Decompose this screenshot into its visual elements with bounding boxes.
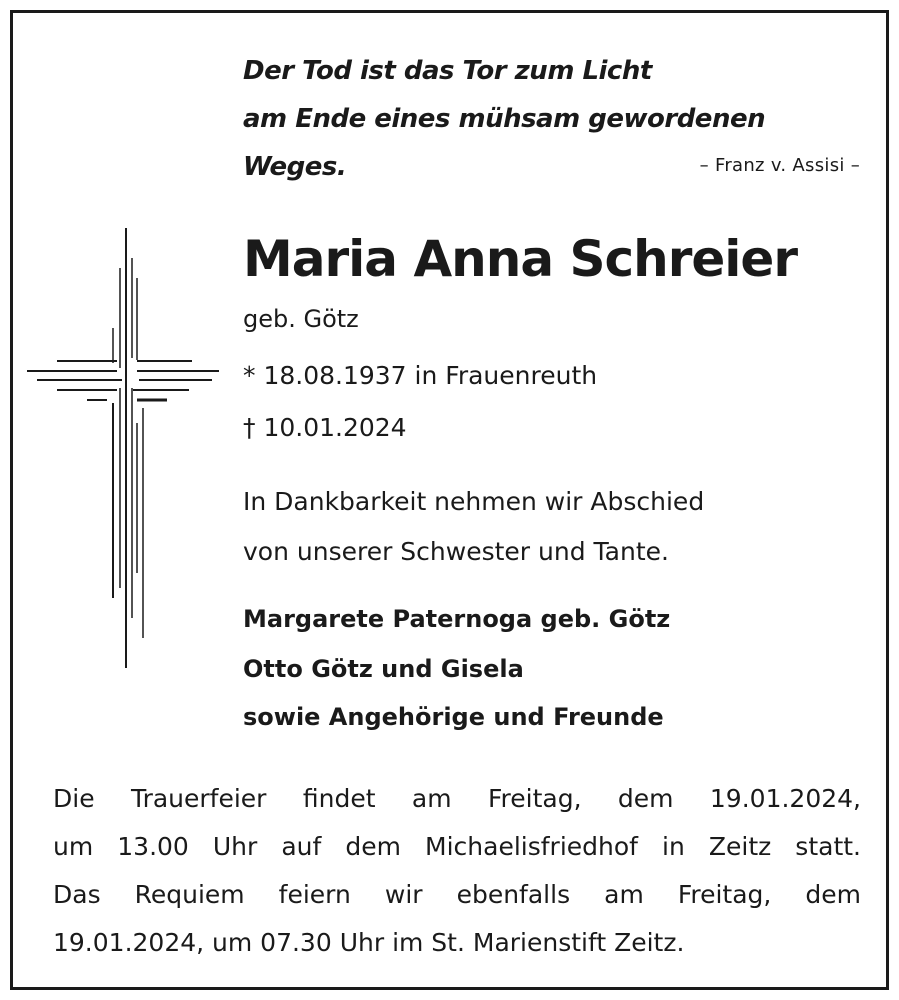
quote-attribution: – Franz v. Assisi –	[699, 155, 860, 176]
service-info-line-1: Die Trauerfeier findet am Freitag, dem 19.01.2024,	[53, 784, 861, 813]
farewell-message-line-2: von unserer Schwester und Tante.	[243, 537, 669, 566]
quote-line-1: Der Tod ist das Tor zum Licht	[243, 56, 652, 86]
mourner-name: Otto Götz und Gisela	[243, 655, 524, 683]
cross-icon	[27, 228, 227, 668]
service-info-line-4: 19.01.2024, um 07.30 Uhr im St. Marienstift Zeitz.	[53, 928, 685, 957]
mourner-name: Margarete Paternoga geb. Götz	[243, 605, 671, 633]
quote-line-2: am Ende eines mühsam gewordenen Weges.	[243, 104, 766, 182]
obituary-notice	[10, 10, 889, 990]
deceased-name: Maria Anna Schreier	[243, 230, 797, 288]
service-info-line-2: um 13.00 Uhr auf dem Michaelisfriedhof in Zeitz statt.	[53, 832, 861, 861]
mourner-name: sowie Angehörige und Freunde	[243, 703, 664, 731]
farewell-message-line-1: In Dankbarkeit nehmen wir Abschied	[243, 487, 705, 516]
service-info-line-3: Das Requiem feiern wir ebenfalls am Freitag, dem	[53, 880, 861, 909]
birth-date: * 18.08.1937 in Frauenreuth	[243, 361, 598, 390]
death-date: † 10.01.2024	[243, 413, 407, 442]
maiden-name: geb. Götz	[243, 305, 359, 333]
